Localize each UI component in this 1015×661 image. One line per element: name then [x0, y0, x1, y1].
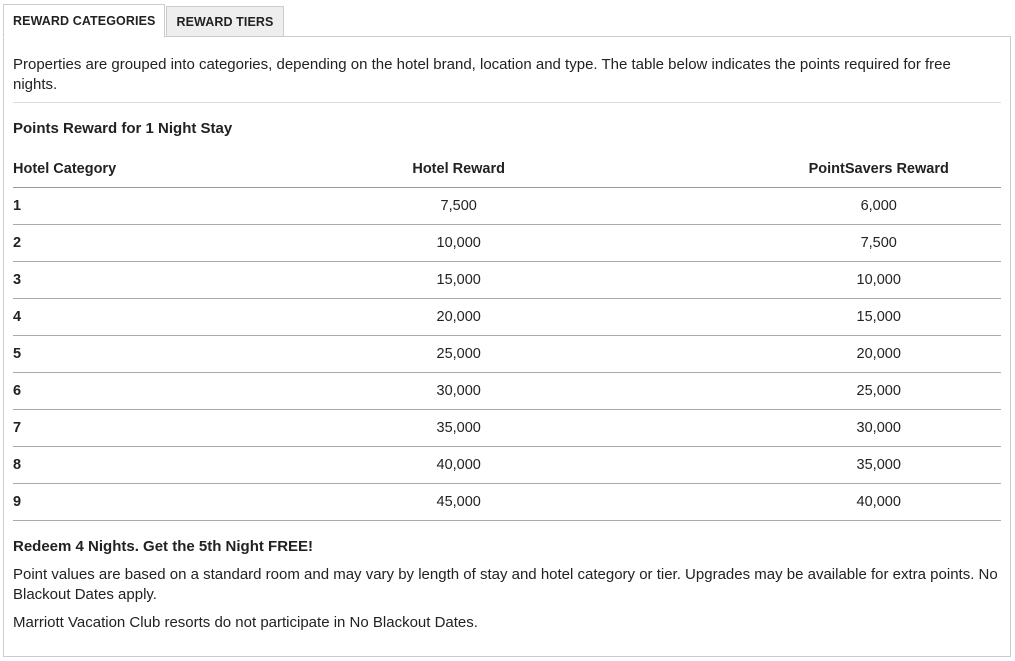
cell-hotel-category: 6	[13, 373, 329, 410]
table-row	[13, 336, 1001, 373]
cell-pointsavers-reward: 15,000	[588, 299, 1001, 336]
tab-bar	[3, 3, 284, 37]
cell-pointsavers-reward: 35,000	[588, 447, 1001, 484]
cell-hotel-reward: 20,000	[329, 299, 589, 336]
cell-pointsavers-reward: 25,000	[588, 373, 1001, 410]
cell-pointsavers-reward: 7,500	[588, 225, 1001, 262]
divider	[13, 102, 1001, 103]
cell-hotel-category: 8	[13, 447, 329, 484]
cell-hotel-reward: 40,000	[329, 447, 589, 484]
table-row	[13, 484, 1001, 521]
tab-reward-categories[interactable]: REWARD CATEGORIES	[3, 4, 165, 38]
cell-hotel-category: 7	[13, 410, 329, 447]
note-point-values: Point values are based on a standard room and may vary by length of stay and hotel category or tier. Upgrades may be available for extra points. No Blackout Dates apply.	[13, 566, 998, 603]
intro-text: Properties are grouped into categories, depending on the hotel brand, location and type. The table below indicates the points required for free nights.	[13, 56, 951, 93]
cell-hotel-reward: 15,000	[329, 262, 589, 299]
cell-pointsavers-reward: 30,000	[588, 410, 1001, 447]
cell-hotel-category: 5	[13, 336, 329, 373]
table-header-row	[13, 151, 1001, 188]
note-vacation-club: Marriott Vacation Club resorts do not participate in No Blackout Dates.	[13, 614, 478, 631]
cell-hotel-category: 1	[13, 188, 329, 225]
cell-pointsavers-reward: 40,000	[588, 484, 1001, 521]
header-hotel-category: Hotel Category	[13, 151, 329, 188]
table-row	[13, 262, 1001, 299]
cell-hotel-reward: 30,000	[329, 373, 589, 410]
cell-hotel-category: 3	[13, 262, 329, 299]
cell-hotel-category: 2	[13, 225, 329, 262]
cell-hotel-category: 9	[13, 484, 329, 521]
cell-hotel-reward: 10,000	[329, 225, 589, 262]
promo-title: Redeem 4 Nights. Get the 5th Night FREE!	[13, 538, 314, 555]
cell-hotel-category: 4	[13, 299, 329, 336]
table-body	[13, 188, 1001, 521]
tab-panel-reward-categories	[3, 36, 1011, 657]
cell-hotel-reward: 35,000	[329, 410, 589, 447]
cell-pointsavers-reward: 6,000	[588, 188, 1001, 225]
cell-hotel-reward: 7,500	[329, 188, 589, 225]
table-row	[13, 299, 1001, 336]
cell-pointsavers-reward: 10,000	[588, 262, 1001, 299]
table-row	[13, 188, 1001, 225]
table-row	[13, 410, 1001, 447]
table-row	[13, 225, 1001, 262]
cell-pointsavers-reward: 20,000	[588, 336, 1001, 373]
rewards-table	[13, 151, 1001, 521]
cell-hotel-reward: 45,000	[329, 484, 589, 521]
table-row	[13, 373, 1001, 410]
table-row	[13, 447, 1001, 484]
header-pointsavers-reward: PointSavers Reward	[588, 151, 1001, 188]
header-hotel-reward: Hotel Reward	[329, 151, 589, 188]
cell-hotel-reward: 25,000	[329, 336, 589, 373]
tab-reward-tiers[interactable]: REWARD TIERS	[166, 6, 283, 37]
section-title: Points Reward for 1 Night Stay	[13, 120, 233, 137]
